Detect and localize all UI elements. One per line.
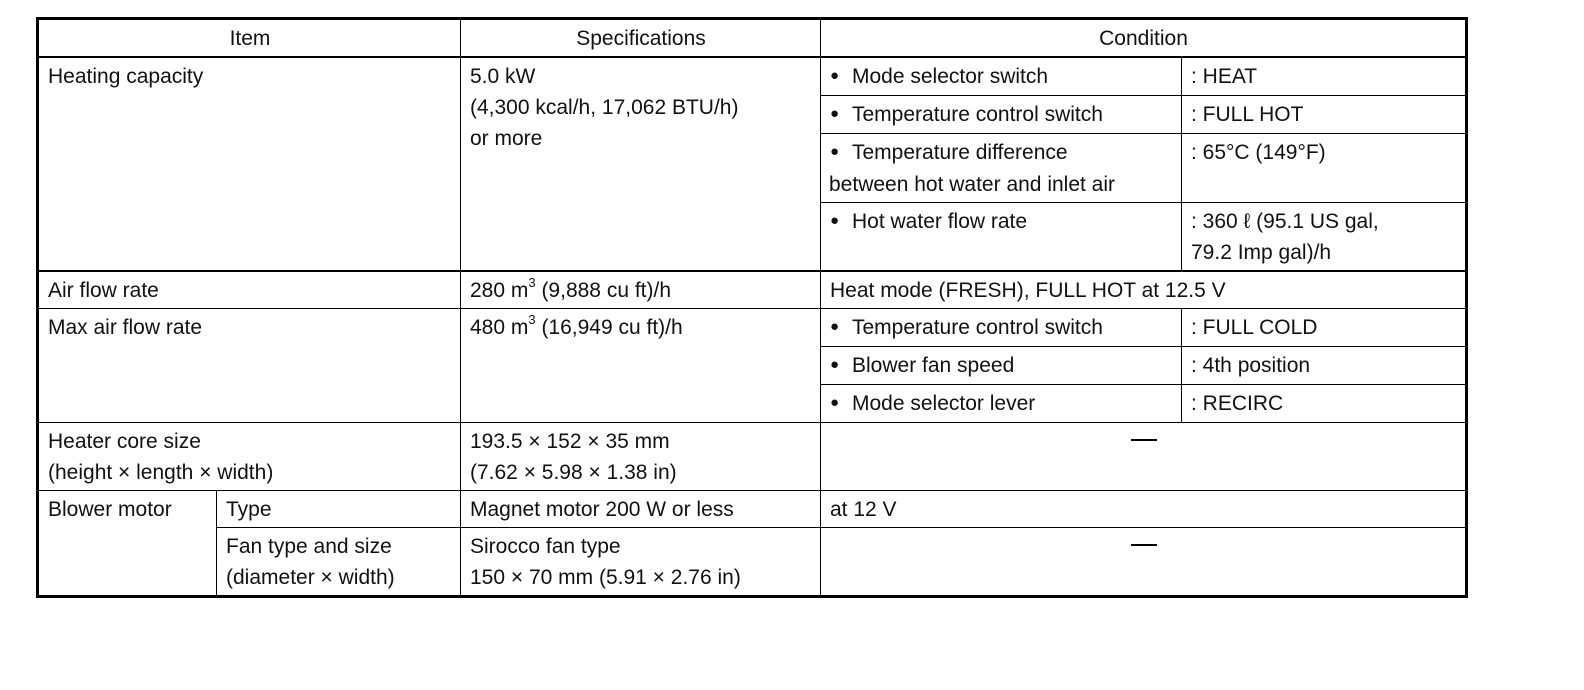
condition-name <box>821 346 1182 384</box>
condition-name <box>821 308 1182 346</box>
heater-core-condition <box>821 422 1467 490</box>
condition-value: : RECIRC <box>1182 384 1467 422</box>
condition-text: Temperature control switch <box>852 315 1103 339</box>
bullet-icon: ● <box>830 142 840 160</box>
max-air-flow-label: Max air flow rate <box>38 308 461 422</box>
condition-text: Temperature difference <box>852 140 1068 164</box>
spec-line: or more <box>470 127 543 150</box>
spec-text: (16,949 cu ft)/h <box>535 315 683 339</box>
dash-icon <box>1131 544 1157 546</box>
condition-text-line <box>830 137 1173 169</box>
header-specifications: Specifications <box>461 19 821 58</box>
condition-value <box>1182 202 1467 271</box>
spec-line: 150 × 70 mm (5.91 × 2.76 in) <box>470 565 741 589</box>
condition-name <box>821 95 1182 133</box>
label-line: (height × length × width) <box>48 460 274 484</box>
condition-value: : FULL COLD <box>1182 308 1467 346</box>
table-row <box>38 490 1467 527</box>
spec-line: (4,300 kcal/h, 17,062 BTU/h) <box>470 96 739 119</box>
spec-text: 480 m <box>470 315 529 339</box>
blower-type-condition: at 12 V <box>821 490 1467 527</box>
bullet-icon: ● <box>830 211 840 229</box>
bullet-icon: ● <box>830 393 840 411</box>
heater-core-label <box>38 422 461 490</box>
condition-text: Temperature control switch <box>852 102 1103 126</box>
spec-line: 193.5 × 152 × 35 mm <box>470 429 670 453</box>
heating-capacity-label: Heating capacity <box>38 57 461 271</box>
heater-core-spec <box>461 422 821 490</box>
header-item: Item <box>38 19 461 58</box>
air-flow-spec <box>461 271 821 309</box>
table-row <box>38 308 1467 346</box>
spec-table <box>36 17 1468 598</box>
table-row <box>38 271 1467 309</box>
spec-line: (7.62 × 5.98 × 1.38 in) <box>470 460 677 484</box>
condition-name <box>821 202 1182 271</box>
header-row <box>38 19 1467 58</box>
condition-value: : HEAT <box>1182 57 1467 95</box>
label-line: Fan type and size <box>226 534 392 558</box>
condition-text: Mode selector lever <box>852 391 1036 415</box>
superscript: 3 <box>528 311 536 327</box>
max-air-flow-spec <box>461 308 821 422</box>
air-flow-label: Air flow rate <box>38 271 461 309</box>
condition-text-line: between hot water and inlet air <box>829 172 1116 196</box>
bullet-icon: ● <box>830 66 840 84</box>
superscript: 3 <box>528 274 536 290</box>
condition-text: Mode selector switch <box>852 65 1049 88</box>
blower-type-label: Type <box>217 490 461 527</box>
label-line: Heater core size <box>48 429 201 453</box>
table-row <box>38 57 1467 95</box>
value-line: : 360 ℓ (95.1 US gal, <box>1191 209 1379 233</box>
label-line: (diameter × width) <box>226 565 395 589</box>
table-row <box>38 527 1467 596</box>
condition-name <box>821 384 1182 422</box>
spec-line: 5.0 kW <box>470 65 536 88</box>
condition-name <box>821 133 1182 202</box>
spec-line: Sirocco fan type <box>470 534 621 558</box>
header-condition: Condition <box>821 19 1467 58</box>
bullet-icon: ● <box>830 317 840 335</box>
table-row <box>38 422 1467 490</box>
condition-name <box>821 57 1182 95</box>
value-line: 79.2 Imp gal)/h <box>1191 240 1332 264</box>
spec-text: (9,888 cu ft)/h <box>535 278 672 302</box>
blower-fan-label <box>217 527 461 596</box>
air-flow-condition: Heat mode (FRESH), FULL HOT at 12.5 V <box>821 271 1467 309</box>
bullet-icon: ● <box>830 104 840 122</box>
blower-motor-label: Blower motor <box>38 490 217 596</box>
condition-value: : 65°C (149°F) <box>1182 133 1467 202</box>
condition-text: Blower fan speed <box>852 353 1015 377</box>
blower-type-spec: Magnet motor 200 W or less <box>461 490 821 527</box>
dash-icon <box>1131 439 1157 441</box>
spec-text: 280 m <box>470 278 529 302</box>
condition-value: : FULL HOT <box>1182 95 1467 133</box>
condition-text: Hot water flow rate <box>852 209 1028 233</box>
blower-fan-condition <box>821 527 1467 596</box>
heating-capacity-spec <box>461 57 821 271</box>
bullet-icon: ● <box>830 355 840 373</box>
condition-value: : 4th position <box>1182 346 1467 384</box>
blower-fan-spec <box>461 527 821 596</box>
